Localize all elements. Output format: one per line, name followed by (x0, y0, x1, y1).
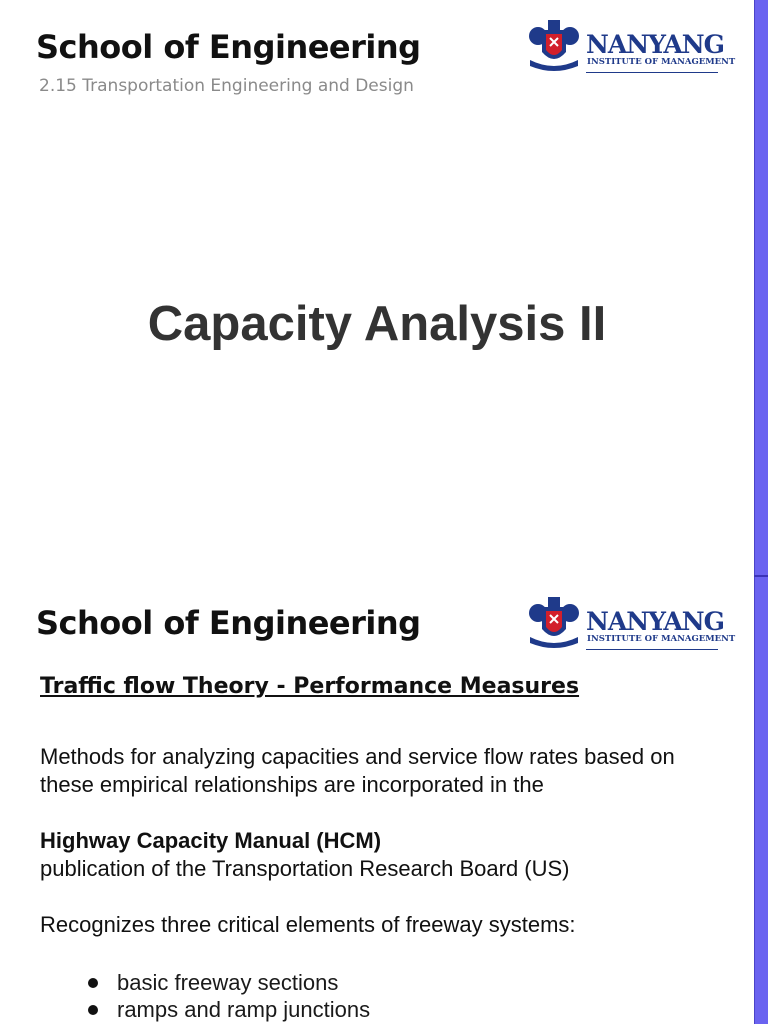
list-item-label: ramps and ramp junctions (117, 997, 371, 1022)
logo-underline (586, 649, 718, 650)
logo-tagline: INSTITUTE OF MANAGEMENT (587, 634, 736, 644)
hcm-title: Highway Capacity Manual (HCM) (40, 828, 382, 853)
logo-wordmark: NANYANG (586, 30, 724, 59)
list-item (40, 969, 370, 996)
logo-wordmark: NANYANG (586, 607, 724, 636)
bullet-icon (88, 978, 98, 988)
slide-header-title: School of Engineering (36, 604, 421, 642)
section-heading: Traffic flow Theory - Performance Measures (40, 674, 580, 699)
paragraph-methods (40, 743, 730, 799)
crest-icon (524, 593, 584, 653)
logo-tagline: INSTITUTE OF MANAGEMENT (587, 57, 736, 67)
hcm-block (40, 827, 730, 883)
list-item-label: basic freeway sections (117, 970, 339, 995)
list-item (40, 996, 370, 1023)
paragraph-line: Methods for analyzing capacities and service flow rates based on (40, 744, 675, 769)
institution-logo (524, 593, 736, 653)
crest-icon (524, 16, 584, 76)
slide-2 (0, 577, 754, 1024)
scrollbar-divider (754, 575, 768, 577)
vertical-scrollbar[interactable] (754, 0, 768, 1024)
bullet-icon (88, 1005, 98, 1015)
slide-header-title: School of Engineering (36, 28, 421, 66)
presentation-title: Capacity Analysis II (147, 297, 607, 351)
course-subtitle: 2.15 Transportation Engineering and Design (39, 76, 414, 96)
logo-underline (586, 72, 718, 73)
freeway-elements-list (40, 969, 370, 1023)
hcm-description: publication of the Transportation Research Board (US) (40, 856, 570, 881)
paragraph-line: these empirical relationships are incorporated in the (40, 772, 544, 797)
elements-intro: Recognizes three critical elements of freeway systems: (40, 912, 576, 937)
institution-logo (524, 16, 736, 76)
